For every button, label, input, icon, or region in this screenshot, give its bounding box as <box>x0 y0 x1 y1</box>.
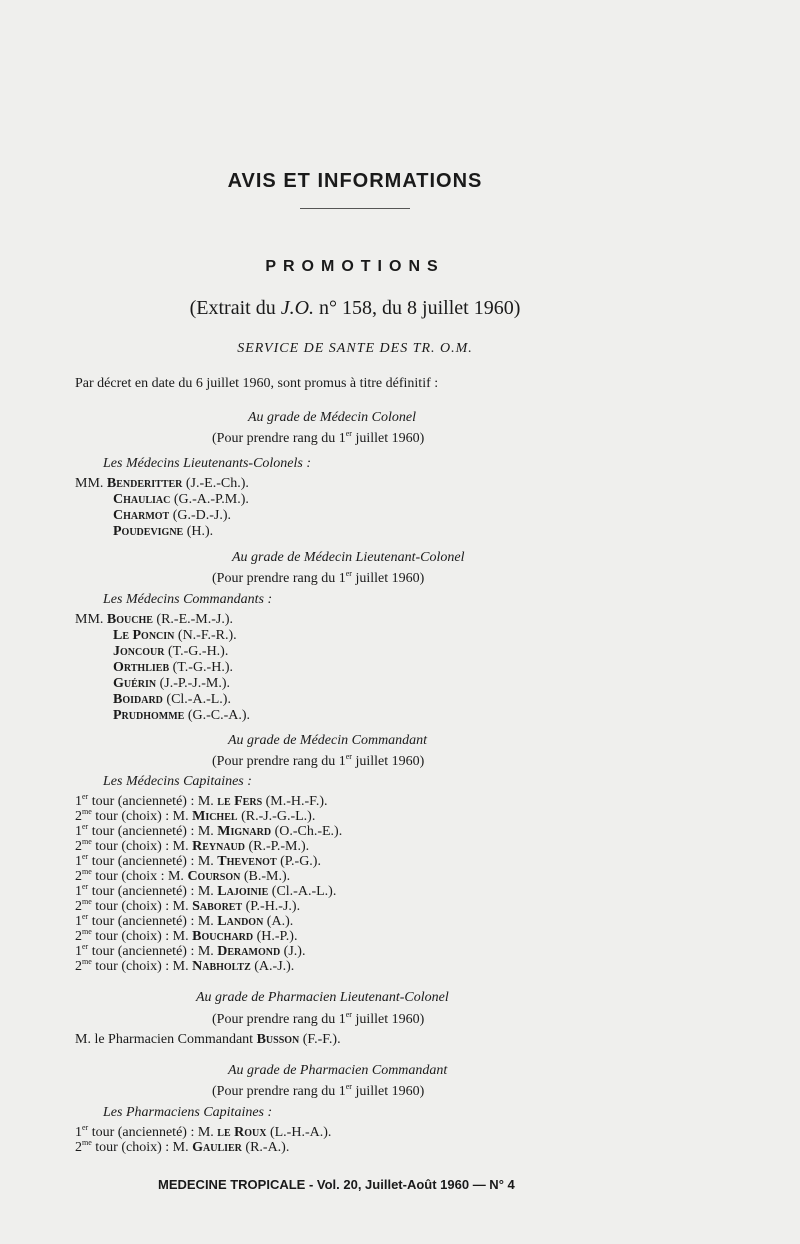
list-item: M. le Pharmacien Commandant Busson (F.-F.). <box>75 1032 341 1047</box>
list-item: Poudevigne (H.). <box>113 524 214 539</box>
list-item: Boidard (Cl.-A.-L.). <box>113 692 231 707</box>
source-reference: (Extrait du J.O. n° 158, du 8 juillet 1960) <box>189 297 521 319</box>
group-label: Les Médecins Lieutenants-Colonels : <box>103 456 312 471</box>
list-item: Chauliac (G.-A.-P.M.). <box>113 492 249 507</box>
page-footer: MEDECINE TROPICALE - Vol. 20, Juillet-Août 1960 — N° 4 <box>158 1177 515 1192</box>
list-item: Charmot (G.-D.-J.). <box>113 508 232 523</box>
list-item: Guérin (J.-P.-J.-M.). <box>113 676 231 691</box>
group-label: Les Médecins Commandants : <box>103 592 273 607</box>
list-item: Joncour (T.-G.-H.). <box>113 644 229 659</box>
title-divider <box>300 208 410 209</box>
list-item: 1er tour (ancienneté) : M. Mignard (O.-Ch.-E.). <box>75 822 343 839</box>
list-item: $2^{me}$ tour (choix) : M. Saboret (P.-H.-J.). <box>75 897 301 914</box>
list-item: Orthlieb (T.-G.-H.). <box>113 660 233 675</box>
service-heading: SERVICE DE SANTE DES TR. O.M. <box>237 341 473 356</box>
grade-heading: Au grade de Pharmacien Commandant <box>228 1063 448 1078</box>
list-item: $2^{me}$ tour (choix) : M. Reynaud (R.-P.-M.). <box>75 837 310 854</box>
list-item: 1er tour (ancienneté) : M. Thevenot (P.-G.). <box>75 852 321 869</box>
group-label: Les Médecins Capitaines : <box>103 774 252 789</box>
grade-heading: Au grade de Médecin Colonel <box>248 410 416 425</box>
list-item: MM. Bouche (R.-E.-M.-J.). <box>75 612 234 627</box>
list-item: 1er tour (ancienneté) : M. Deramond (J.). <box>75 942 306 959</box>
list-item: MM. Benderitter (J.-E.-Ch.). <box>75 476 249 491</box>
rank-date: (Pour prendre rang du 1er juillet 1960) <box>212 429 425 446</box>
rank-date: (Pour prendre rang du 1er juillet 1960) <box>212 1010 425 1027</box>
rank-date: (Pour prendre rang du 1er juillet 1960) <box>212 569 425 586</box>
list-item: 1er tour (ancienneté) : M. le Fers (M.-H.-F.). <box>75 792 328 809</box>
grade-heading: Au grade de Médecin Lieutenant-Colonel <box>232 550 465 565</box>
decree-statement: Par décret en date du 6 juillet 1960, sont promus à titre définitif : <box>75 376 439 391</box>
list-item: 1er tour (ancienneté) : M. le Roux (L.-H.-A.). <box>75 1123 332 1140</box>
list-item: $2^{me}$ tour (choix) : M. Nabholtz (A.-J.). <box>75 957 295 974</box>
section-heading: PROMOTIONS <box>265 258 445 275</box>
list-item: $2^{me}$ tour (choix) : M. Bouchard (H.-P.). <box>75 927 298 944</box>
list-item: 1er tour (ancienneté) : M. Lajoinie (Cl.-A.-L.). <box>75 882 337 899</box>
group-label: Les Pharmaciens Capitaines : <box>103 1105 273 1120</box>
list-item: Prudhomme (G.-C.-A.). <box>113 708 251 723</box>
list-item: Le Poncin (N.-F.-R.). <box>113 628 237 643</box>
page-title: AVIS ET INFORMATIONS <box>227 170 483 192</box>
list-item: $2^{me}$ tour (choix) : M. Gaulier (R.-A.). <box>75 1138 290 1155</box>
list-item: $2^{me}$ tour (choix) : M. Michel (R.-J.-G.-L.). <box>75 807 316 824</box>
grade-heading: Au grade de Pharmacien Lieutenant-Colonel <box>196 990 449 1005</box>
list-item: 1er tour (ancienneté) : M. Landon (A.). <box>75 912 294 929</box>
grade-heading: Au grade de Médecin Commandant <box>228 733 428 748</box>
rank-date: (Pour prendre rang du 1er juillet 1960) <box>212 1082 425 1099</box>
list-item: $2^{me}$ tour (choix : M. Courson (B.-M.). <box>75 867 291 884</box>
rank-date: (Pour prendre rang du 1er juillet 1960) <box>212 752 425 769</box>
